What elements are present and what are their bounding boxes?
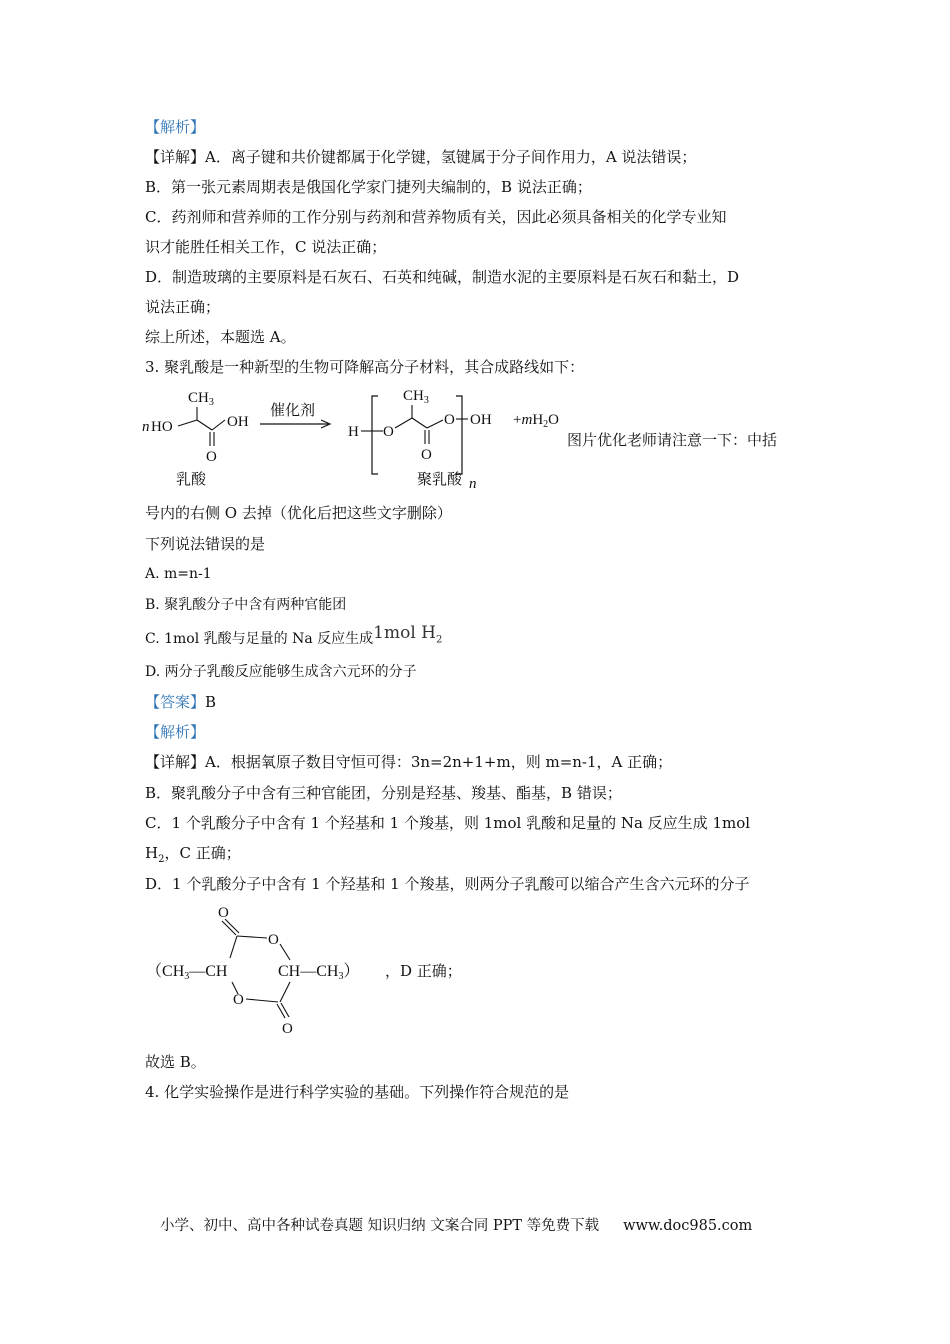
- lactide-ring-structure: [140, 900, 390, 1040]
- ring-o-top: O: [218, 905, 229, 921]
- answer-line: [145, 692, 216, 712]
- bond: [246, 999, 278, 1002]
- lactic-o: O: [206, 449, 217, 465]
- bond: [427, 420, 443, 428]
- ring-o-upper: O: [268, 932, 279, 948]
- answer-value: B: [205, 693, 217, 711]
- right-bracket: [456, 396, 462, 474]
- bond: [277, 1004, 285, 1018]
- analysis-c-conclusion: ，C 正确；: [164, 844, 241, 862]
- detail-line-a: 【详解】A．离子键和共价键都属于化学键，氢键属于分子间作用力，A 说法错误；: [145, 148, 697, 166]
- bond: [237, 936, 267, 938]
- footer-url[interactable]: www.doc985.com: [623, 1218, 753, 1234]
- analysis-heading-2: 【解析】: [145, 723, 206, 741]
- poly-name: 聚乳酸: [417, 472, 463, 488]
- editor-note-a: 图片优化老师请注意一下：中括: [567, 431, 778, 449]
- lactic-ho: HO: [151, 419, 173, 435]
- detail-line-b: B．第一张元素周期表是俄国化学家门捷列夫编制的，B 说法正确；: [145, 178, 592, 196]
- ring-right-group: CH—CH3）: [278, 963, 360, 982]
- choose-b: 故选 B。: [145, 1053, 206, 1071]
- bond: [281, 1003, 289, 1017]
- bond: [395, 418, 412, 428]
- bond: [178, 420, 197, 426]
- water-term: $+mH_2O$: [513, 412, 559, 430]
- poly-ch3: $CH_3$: [403, 388, 429, 406]
- ring-left-group: （CH3—CH: [146, 963, 228, 982]
- bond: [230, 936, 237, 958]
- summary-line: 综上所述，本题选 A。: [145, 328, 296, 346]
- analysis-line-c1: C．1 个乳酸分子中含有 1 个羟基和 1 个羧基，则 1mol 乳酸和足量的 Na 反应生成 1mol: [145, 814, 751, 832]
- left-bracket: [372, 396, 378, 474]
- option-c-text: C. 1mol 乳酸与足量的 Na 反应生成: [145, 631, 374, 647]
- h2-formula: H: [145, 844, 159, 862]
- page-footer: [160, 1214, 752, 1235]
- catalyst-label: 催化剂: [270, 403, 316, 419]
- ring-conclusion: ，D 正确；: [385, 962, 462, 980]
- bond: [197, 420, 212, 430]
- lactic-ch3: $CH_3$: [188, 390, 214, 408]
- footer-text: 小学、初中、高中各种试卷真题 知识归纳 文案合同 PPT 等免费下载: [160, 1218, 600, 1234]
- analysis-line-d: D．1 个乳酸分子中含有 1 个羟基和 1 个羧基，则两分子乳酸可以缩合产生含六元环的分子: [145, 875, 750, 893]
- analysis-line-c2: [145, 843, 241, 870]
- detail-line-c1: C．药剂师和营养师的工作分别与药剂和营养物质有关，因此必须具备相关的化学专业知: [145, 208, 727, 226]
- poly-carbonyl-o: O: [421, 447, 432, 463]
- detail-line-c2: 识才能胜任相关工作，C 说法正确；: [145, 238, 387, 256]
- bond: [280, 944, 290, 960]
- option-c-formula: 1mol $H_2$: [373, 623, 443, 646]
- detail-line-d1: D．制造玻璃的主要原料是石灰石、石英和纯碱，制造水泥的主要原料是石灰石和黏土，D: [145, 268, 740, 286]
- detail-line-d2: 说法正确；: [145, 298, 221, 316]
- lactic-n: n: [142, 419, 150, 435]
- question-4: 4. 化学实验操作是进行科学实验的基础。下列操作符合规范的是: [145, 1083, 570, 1101]
- analysis-heading-1: 【解析】: [145, 118, 206, 136]
- h2-subscript: 2: [158, 854, 165, 865]
- analysis-line-b: B．聚乳酸分子中含有三种官能团，分别是羟基、羧基、酯基，B 错误；: [145, 784, 622, 802]
- option-b: B. 聚乳酸分子中含有两种官能团: [145, 597, 347, 613]
- option-d: D. 两分子乳酸反应能够生成含六元环的分子: [145, 664, 417, 680]
- poly-h: H: [348, 424, 359, 440]
- polylactic-acid-synthesis-scheme: [140, 380, 580, 495]
- editor-note-b: 号内的右侧 O 去掉（优化后把这些文字删除）: [145, 504, 452, 522]
- option-c: [145, 623, 443, 655]
- analysis-line-a: 【详解】A．根据氧原子数目守恒可得：3n=2n+1+m，则 m=n-1，A 正确；: [145, 753, 673, 771]
- poly-o2: O: [444, 412, 455, 428]
- question-prompt: 下列说法错误的是: [145, 535, 266, 553]
- poly-n: n: [469, 476, 477, 492]
- ring-o-lower: O: [233, 992, 244, 1008]
- lactic-name: 乳酸: [176, 472, 207, 488]
- answer-label: 【答案】: [145, 693, 206, 711]
- bond: [412, 418, 427, 428]
- lactic-oh: OH: [227, 414, 249, 430]
- ring-o-bottom: O: [282, 1021, 293, 1037]
- question-3: 3. 聚乳酸是一种新型的生物可降解高分子材料，其合成路线如下：: [145, 358, 585, 376]
- bond: [280, 982, 290, 1002]
- poly-o: O: [383, 424, 394, 440]
- option-a: A. m=n-1: [145, 566, 212, 582]
- bond: [212, 420, 225, 430]
- poly-oh: OH: [470, 412, 492, 428]
